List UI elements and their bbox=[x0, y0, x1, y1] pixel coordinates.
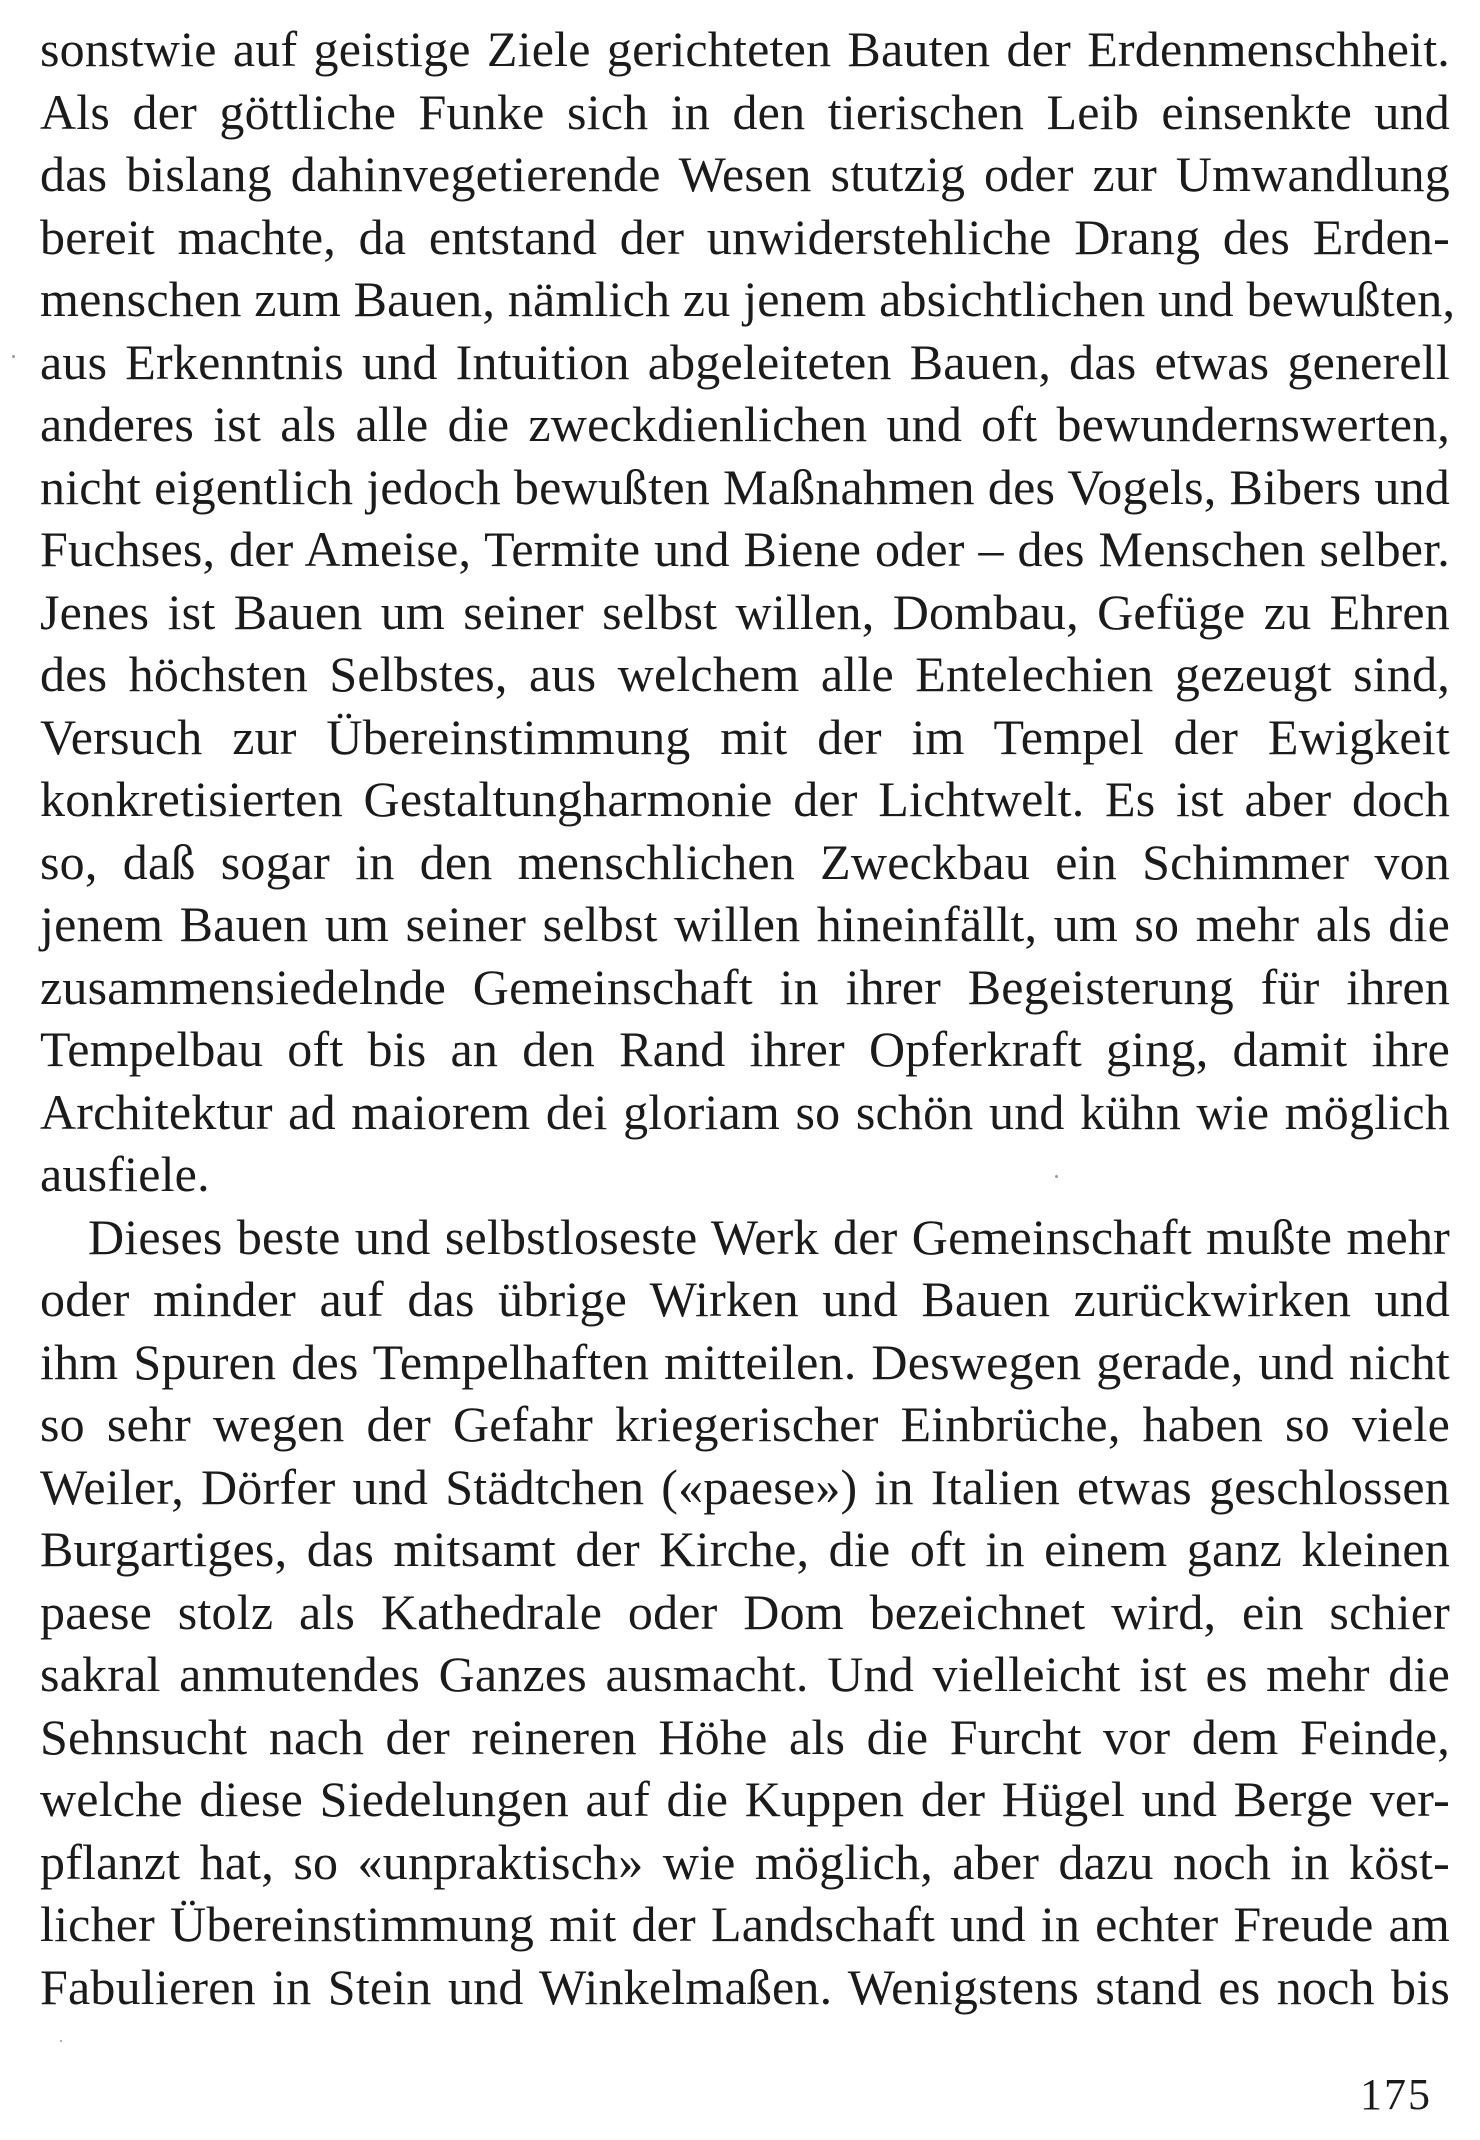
text-line: Jenes ist Bauen um seiner selbst willen, Dombau, Gefüge zu Ehren bbox=[40, 583, 1450, 640]
text-line: welche diese Siedelungen auf die Kuppen der Hügel und Berge ver- bbox=[40, 1771, 1450, 1827]
text-line: konkretisierten Gestaltungharmonie der Lichtwelt. Es ist aber doch bbox=[40, 771, 1450, 827]
text-line: sonstwie auf geistige Ziele gerichteten Bauten der Erdenmenschheit. bbox=[40, 21, 1450, 77]
text-line: zusammensiedelnde Gemeinschaft in ihrer Begeisterung für ihren bbox=[40, 958, 1450, 1015]
page-number: 175 bbox=[1360, 2070, 1432, 2119]
text-line: aus Erkenntnis und Intuition abgeleiteten Bauen, das etwas generell bbox=[40, 333, 1450, 390]
text-line: so sehr wegen der Gefahr kriegerischer Einbrüche, haben so viele bbox=[40, 1396, 1450, 1452]
text-line: menschen zum Bauen, nämlich zu jenem absichtlichen und bewußten, bbox=[40, 271, 1456, 327]
text-line-paragraph-start: Dieses beste und selbstloseste Werk der Gemeinschaft mußte mehr bbox=[88, 1208, 1450, 1265]
text-line: des höchsten Selbstes, aus welchem alle Entelechien gezeugt sind, bbox=[40, 646, 1450, 702]
text-line: sakral anmutendes Ganzes ausmacht. Und vielleicht ist es mehr die bbox=[40, 1646, 1450, 1702]
text-line: pflanzt hat, so «unpraktisch» wie möglich, aber dazu noch in köst- bbox=[40, 1833, 1450, 1890]
text-line: oder minder auf das übrige Wirken und Bauen zurückwirken und bbox=[40, 1271, 1450, 1327]
text-line: Architektur ad maiorem dei gloriam so schön und kühn wie möglich bbox=[40, 1083, 1450, 1140]
text-line: paese stolz als Kathedrale oder Dom bezeichnet wird, ein schier bbox=[40, 1583, 1450, 1640]
text-line-paragraph-end: ausfiele. bbox=[40, 1146, 210, 1202]
text-line: Als der göttliche Funke sich in den tierischen Leib einsenkte und bbox=[40, 83, 1450, 140]
text-line: anderes ist als alle die zweckdienlichen und oft bewundernswerten, bbox=[40, 396, 1450, 452]
text-line: Weiler, Dörfer und Städtchen («paese») in Italien etwas geschlossen bbox=[40, 1458, 1450, 1515]
text-line: ihm Spuren des Tempelhaften mitteilen. Deswegen gerade, und nicht bbox=[40, 1333, 1450, 1390]
text-line: Fuchses, der Ameise, Termite und Biene oder – des Menschen selber. bbox=[40, 521, 1450, 577]
scan-speck bbox=[1055, 1175, 1058, 1178]
scan-speck bbox=[60, 2040, 62, 2042]
text-line: jenem Bauen um seiner selbst willen hineinfällt, um so mehr als die bbox=[40, 896, 1450, 952]
text-line: bereit machte, da entstand der unwiderstehliche Drang des Erden- bbox=[40, 208, 1450, 265]
text-line: Tempelbau oft bis an den Rand ihrer Opferkraft ging, damit ihre bbox=[40, 1021, 1450, 1077]
scan-speck bbox=[12, 355, 15, 358]
text-line: Sehnsucht nach der reineren Höhe als die Furcht vor dem Feinde, bbox=[40, 1708, 1450, 1765]
page-body-text bbox=[40, 18, 1456, 2018]
text-line: das bislang dahinvegetierende Wesen stutzig oder zur Umwandlung bbox=[40, 146, 1450, 202]
text-line: nicht eigentlich jedoch bewußten Maßnahmen des Vogels, Bibers und bbox=[40, 458, 1450, 515]
text-line: Burgartiges, das mitsamt der Kirche, die oft in einem ganz kleinen bbox=[40, 1521, 1450, 1577]
text-line: Fabulieren in Stein und Winkelmaßen. Wenigstens stand es noch bis bbox=[40, 1958, 1450, 2015]
text-line: so, daß sogar in den menschlichen Zweckbau ein Schimmer von bbox=[40, 833, 1450, 890]
text-line: Versuch zur Übereinstimmung mit der im Tempel der Ewigkeit bbox=[40, 708, 1450, 765]
text-line: licher Übereinstimmung mit der Landschaft und in echter Freude am bbox=[40, 1896, 1450, 1952]
